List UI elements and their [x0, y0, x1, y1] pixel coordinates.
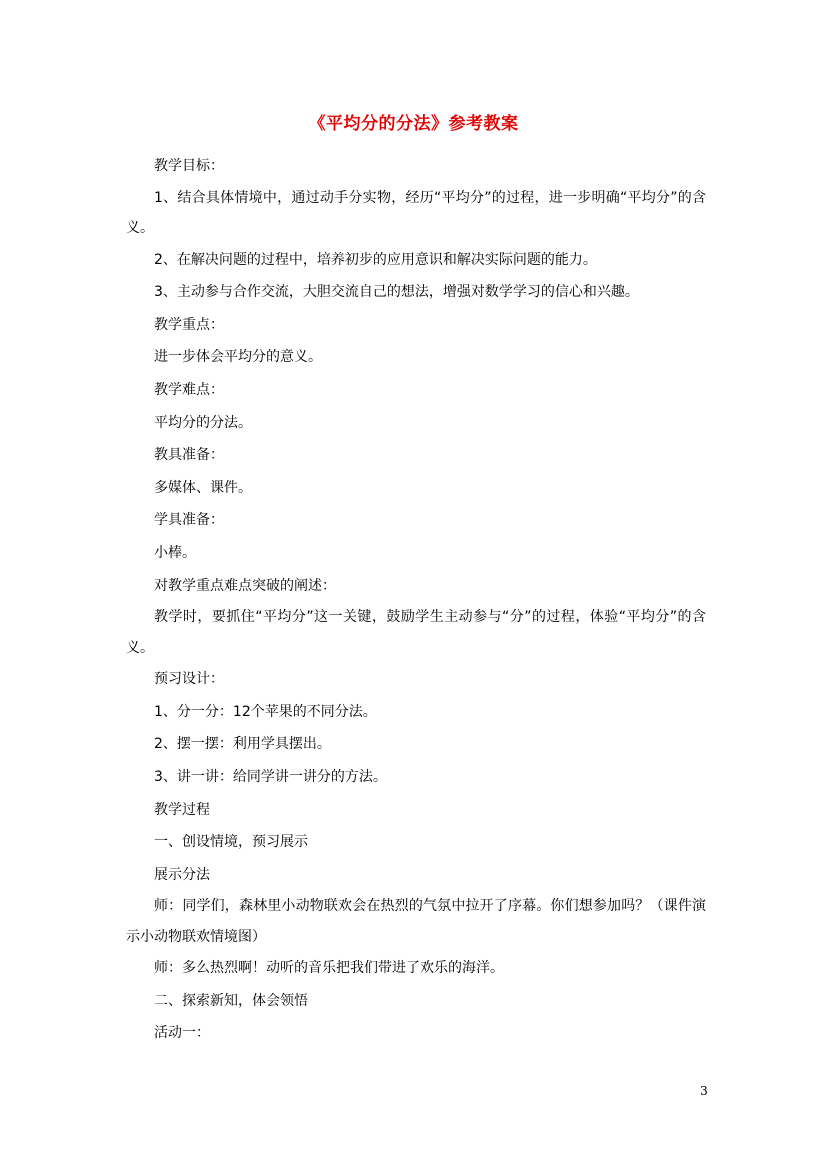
teacher-line-2: 师：多么热烈啊！动听的音乐把我们带进了欢乐的海洋。: [154, 960, 504, 977]
preview-item-1: 1、分一分：12个苹果的不同分法。: [154, 703, 377, 720]
section-heading-student-aids: 学具准备：: [154, 512, 224, 529]
document-body: [126, 150, 706, 1050]
section-heading-difficulties: 教学难点：: [154, 381, 224, 398]
section-heading-teaching-aids: 教具准备：: [154, 447, 224, 464]
section-heading-objectives: 教学目标：: [154, 158, 224, 174]
preview-item-2: 2、摆一摆：利用学具摆出。: [154, 736, 331, 753]
preview-item-3: 3、讲一讲：给同学讲一讲分的方法。: [154, 768, 387, 785]
activity-one-heading: 活动一：: [154, 1025, 210, 1042]
section-heading-breakthrough: 对教学重点难点突破的阐述：: [154, 577, 336, 594]
process-subheading-show-methods: 展示分法: [154, 866, 210, 883]
teaching-aids-text: 多媒体、课件。: [154, 479, 252, 496]
document-title: 《平均分的分法》参考教案: [308, 114, 519, 134]
objective-item-3: 3、主动参与合作交流，大胆交流自己的想法，增强对数学学习的信心和兴趣。: [154, 284, 639, 301]
process-step-2-heading: 二、探索新知，体会领悟: [154, 992, 308, 1009]
section-heading-preview: 预习设计：: [154, 671, 224, 688]
process-step-1-heading: 一、创设情境，预习展示: [154, 834, 308, 851]
section-heading-key-points: 教学重点：: [154, 316, 224, 333]
objective-item-2: 2、在解决问题的过程中，培养初步的应用意识和解决实际问题的能力。: [154, 251, 597, 268]
objective-item-1: 1、结合具体情境中，通过动手分实物，经历“平均分”的过程，进一步明确“平均分”的含义。: [126, 189, 706, 237]
page-number: 3: [700, 1084, 708, 1098]
teacher-line-1: 师：同学们，森林里小动物联欢会在热烈的气氛中拉开了序幕。你们想参加吗？（课件演示小动物联欢情境图）: [126, 898, 706, 945]
section-heading-process: 教学过程: [154, 801, 210, 818]
key-points-text: 进一步体会平均分的意义。: [154, 349, 322, 366]
difficulties-text: 平均分的分法。: [154, 414, 252, 431]
breakthrough-text: 教学时，要抓住“平均分”这一关键，鼓励学生主动参与“分”的过程，体验“平均分”的含义。: [126, 609, 706, 656]
student-aids-text: 小棒。: [154, 544, 196, 561]
